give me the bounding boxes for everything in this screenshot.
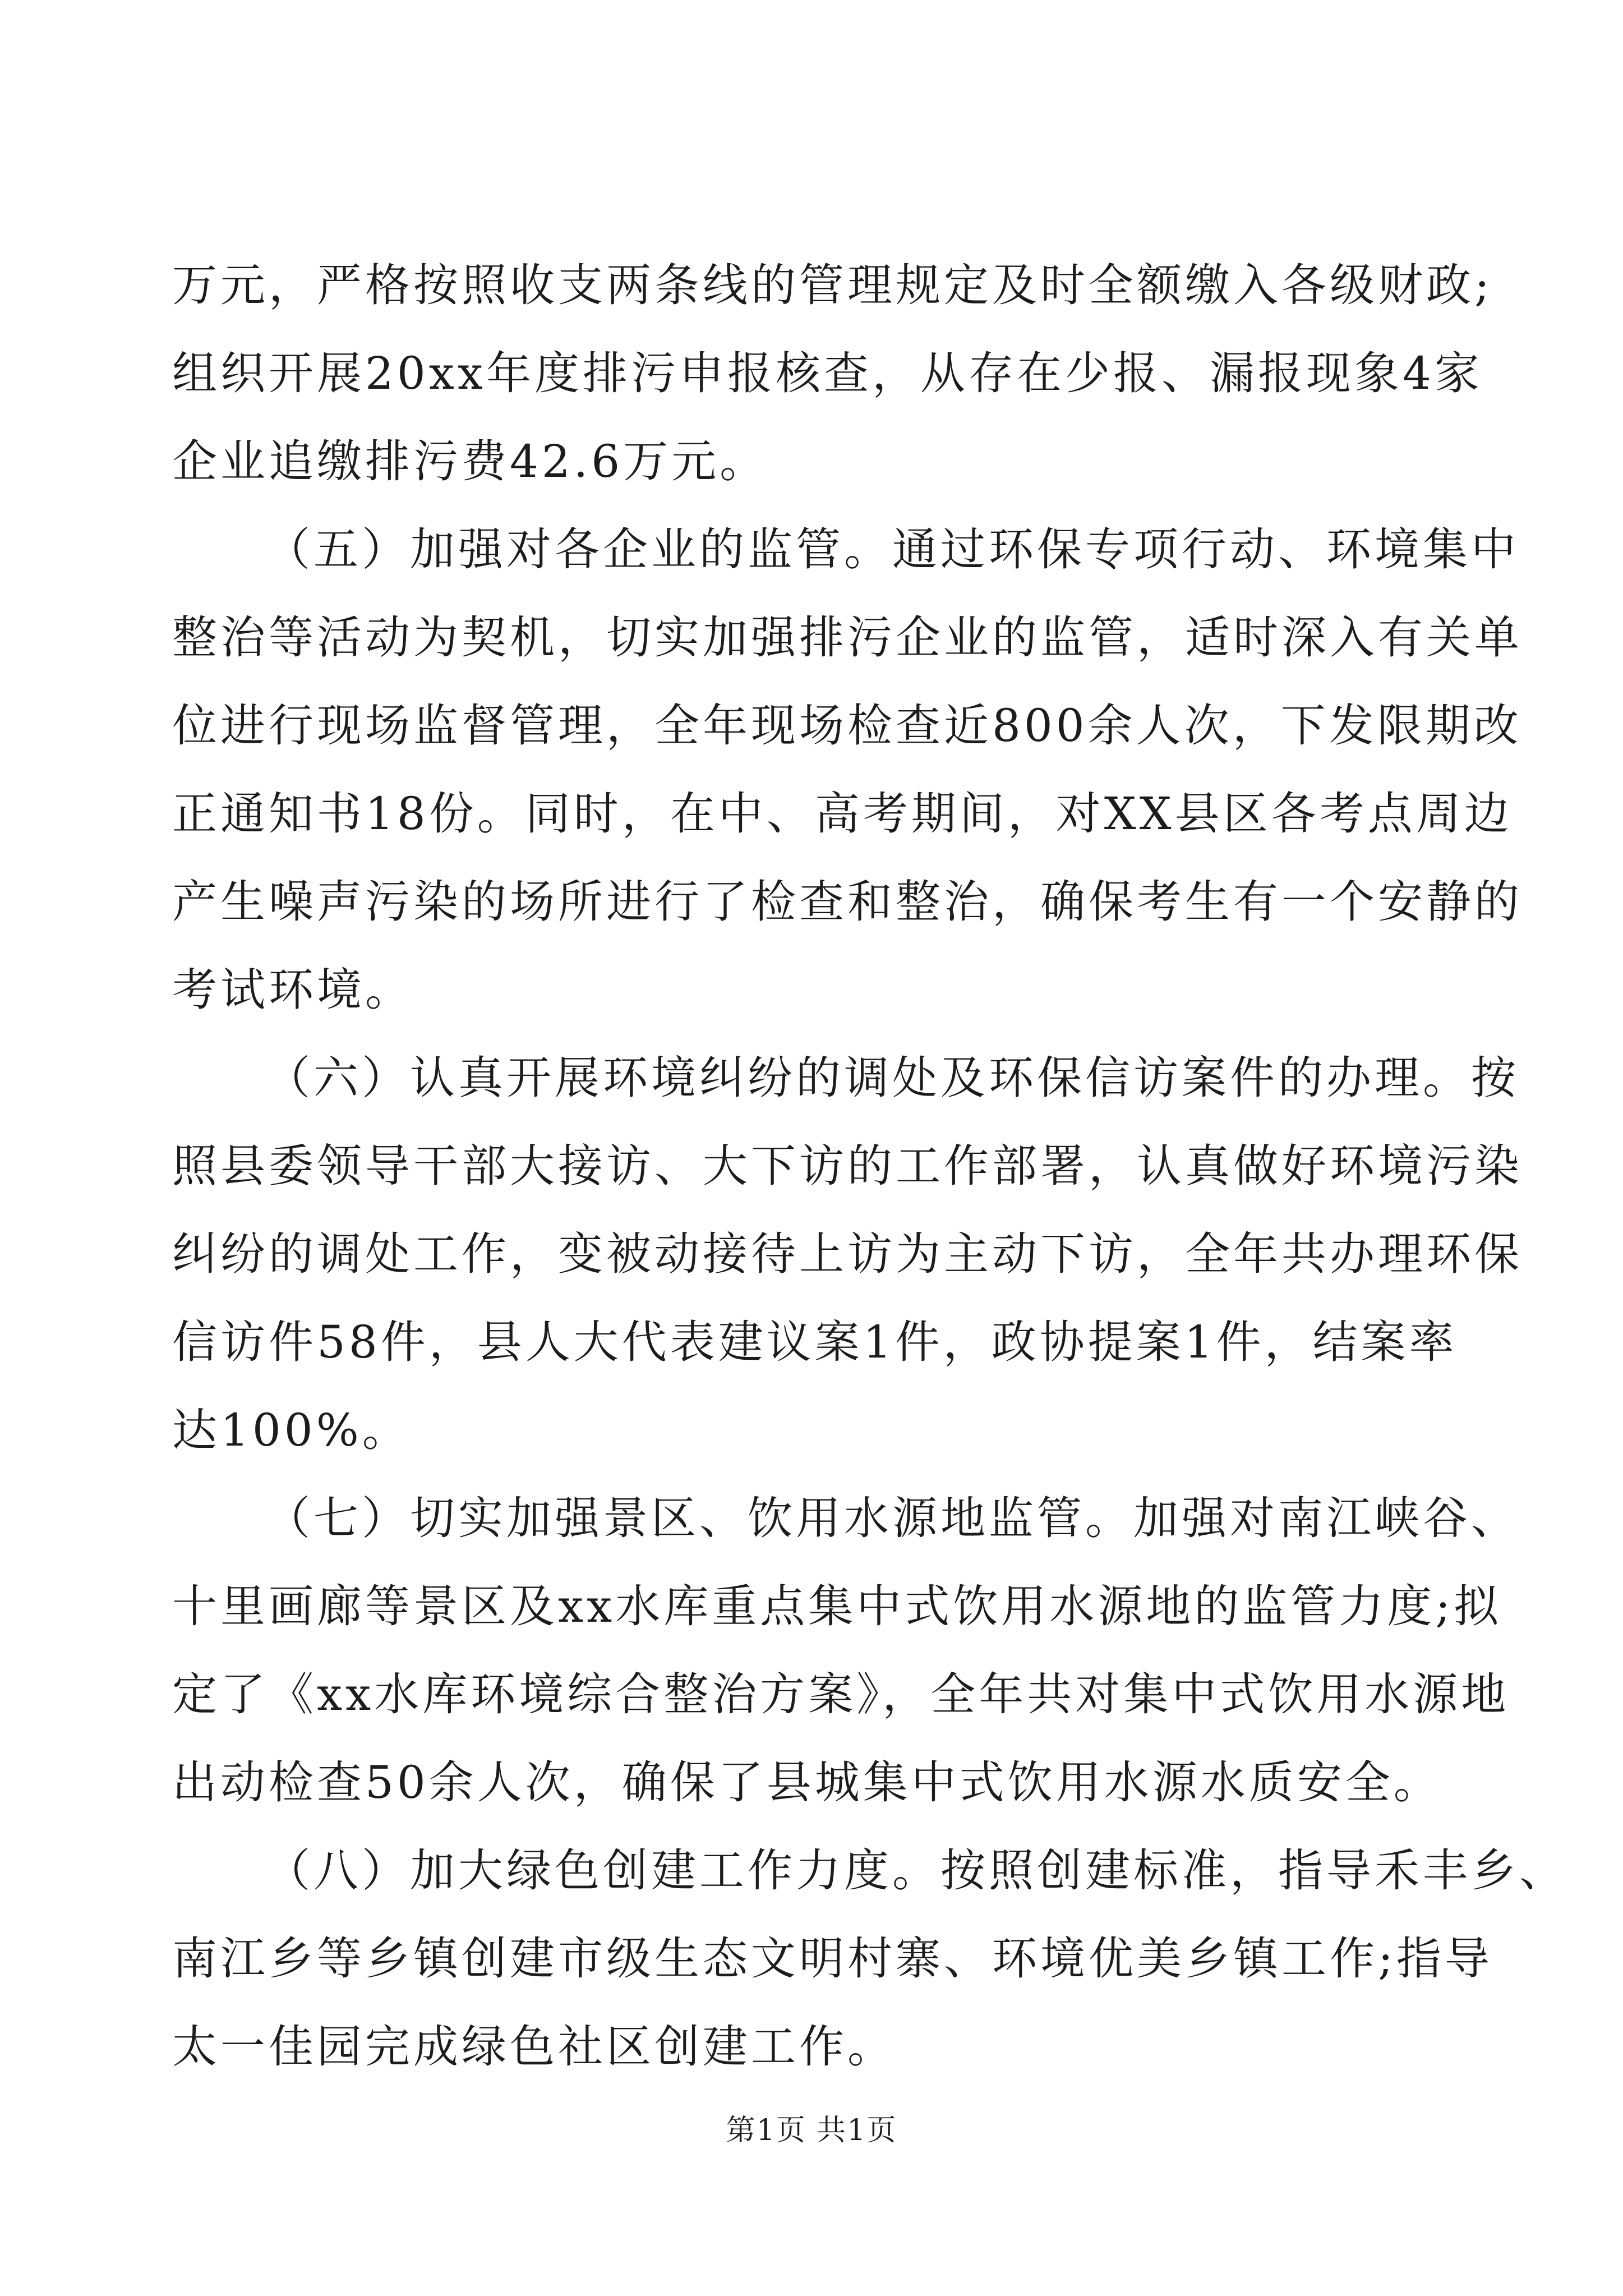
- paragraph-heading-7: （七）切实加强景区、饮用水源地监管。加强对南江峡谷、: [265, 1492, 1519, 1544]
- paragraph-heading-8: （八）加大绿色创建工作力度。按照创建标准，指导禾丰乡、: [265, 1844, 1567, 1897]
- text-line: 组织开展20xx年度排污申报核查，从存在少报、漏报现象4家: [172, 347, 1483, 399]
- text-line: 达100%。: [172, 1404, 411, 1456]
- text-line: 企业追缴排污费42.6万元。: [172, 435, 768, 487]
- text-line: 纠纷的调处工作，变被动接待上访为主动下访，全年共办理环保: [172, 1228, 1523, 1280]
- text-line: 十里画廊等景区及xx水库重点集中式饮用水源地的监管力度;拟: [172, 1580, 1502, 1632]
- text-line: 正通知书18份。同时，在中、高考期间，对XX县区各考点周边: [172, 788, 1513, 840]
- paragraph-heading-5: （五）加强对各企业的监管。通过环保专项行动、环境集中: [265, 523, 1519, 576]
- text-line: 考试环境。: [172, 964, 413, 1016]
- page-number-footer: 第1页 共1页: [726, 2114, 897, 2147]
- text-line: 出动检查50余人次，确保了县城集中式饮用水源水质安全。: [172, 1756, 1442, 1809]
- paragraph-heading-6: （六）认真开展环境纠纷的调处及环保信访案件的办理。按: [265, 1052, 1519, 1104]
- document-body: [172, 241, 1567, 2091]
- text-line: 万元，严格按照收支两条线的管理规定及时全额缴入各级财政;: [172, 259, 1493, 311]
- text-line: 定了《xx水库环境综合整治方案》，全年共对集中式饮用水源地: [172, 1668, 1510, 1720]
- text-line: 太一佳园完成绿色社区创建工作。: [172, 2021, 896, 2073]
- text-line: 整治等活动为契机，切实加强排污企业的监管，适时深入有关单: [172, 611, 1523, 664]
- text-line: 照县委领导干部大接访、大下访的工作部署，认真做好环境污染: [172, 1140, 1523, 1192]
- text-line: 南江乡等乡镇创建市级生态文明村寨、环境优美乡镇工作;指导: [172, 1932, 1493, 1985]
- text-line: 信访件58件，县人大代表建议案1件，政协提案1件，结案率: [172, 1316, 1458, 1368]
- text-line: 位进行现场监督管理，全年现场检查近800余人次，下发限期改: [172, 700, 1522, 752]
- text-line: 产生噪声污染的场所进行了检查和整治，确保考生有一个安静的: [172, 876, 1523, 928]
